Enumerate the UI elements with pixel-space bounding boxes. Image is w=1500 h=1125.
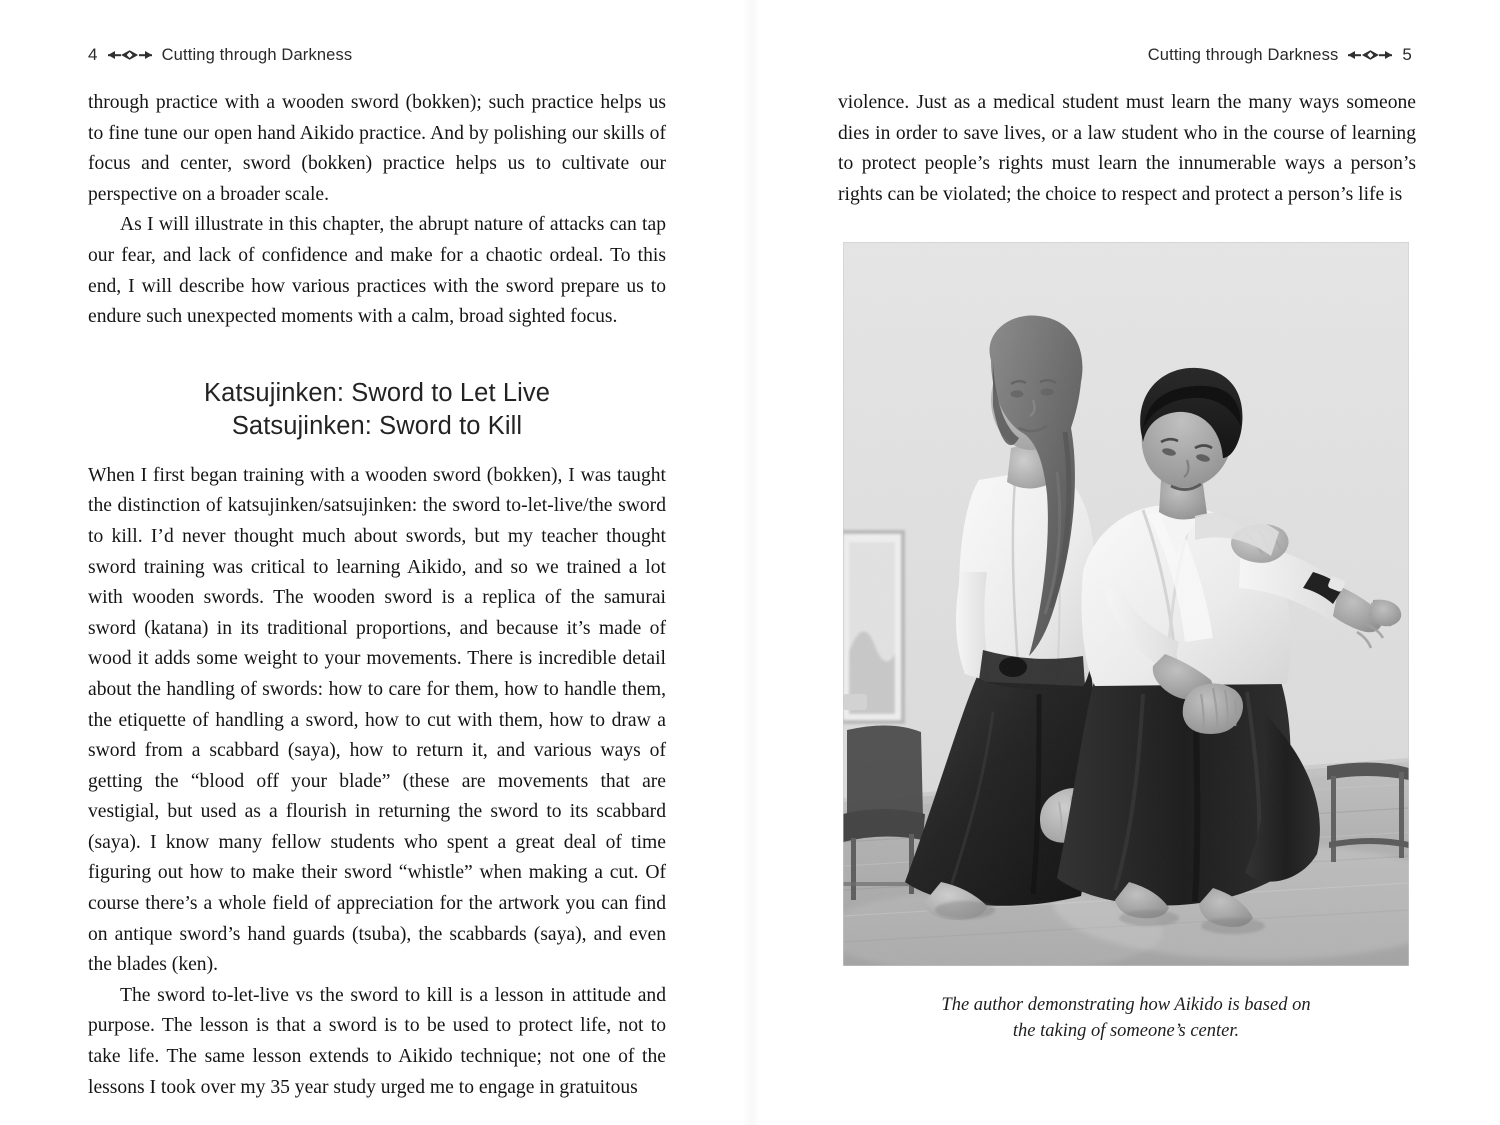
caption-line-2: the taking of someone’s center. xyxy=(1012,1021,1240,1041)
aikido-demonstration-photo xyxy=(843,242,1409,966)
left-running-head-title: Cutting through Darkness xyxy=(161,45,353,64)
paragraph: As I will illustrate in this chapter, the abrupt nature of attacks can tap our fear, and lack of confidence and make for a chaotic ordeal. To this end, I will describe how various practices with the sword prepare us to endure such unexpected moments with a calm, broad sighted focus. xyxy=(88,214,666,328)
right-running-head-title: Cutting through Darkness xyxy=(1147,45,1339,64)
right-text-column xyxy=(838,88,1416,210)
section-heading-line-1: Katsujinken: Sword to Let Live xyxy=(203,378,551,407)
figure xyxy=(843,242,1409,1044)
left-folio-number: 4 xyxy=(88,45,98,64)
paragraph: through practice with a wooden sword (bokken); such practice helps us to fine tune our open hand Aikido practice. And by polishing our skills of focus and center, sword (bokken) practice helps us to cultivate our perspective on a broader scale. xyxy=(88,92,666,205)
fleuron-ornament-icon xyxy=(108,46,152,64)
left-running-head xyxy=(88,42,352,68)
caption-line-1: The author demonstrating how Aikido is based on xyxy=(941,995,1311,1015)
section-heading-line-2: Satsujinken: Sword to Kill xyxy=(231,411,523,440)
paragraph: When I first began training with a wooden sword (bokken), I was taught the distinction of katsujinken/satsujinken: the sword to-let-live/the sword to kill. I’d never thought much about swords, but my teacher thought sword training was critical to learning Aikido, and so we trained a lot with wooden swords. The wooden sword is a replica of the samurai sword (katana) in its traditional proportions, and because it’s made of wood it adds some weight to your movements. There is incredible detail about the handling of swords: how to care for them, how to handle them, the etiquette of handling a sword, how to cut with them, how to draw a sword from a scabbard (saya), how to return it, and various ways of getting the “blood off your blade” (these are movements that are vestigial, but used as a flourish in returning the sword to its scabbard (saya). I know many fellow students who spent a great deal of time figuring out how to make their sword “whistle” when making a cut. Of course there’s a whole field of appreciation for the artwork you can find on antique sword’s hand guards (tsuba), the scabbards (saya), and even the blades (ken). xyxy=(88,464,666,976)
right-page xyxy=(750,0,1500,1125)
left-text-column xyxy=(88,88,666,1103)
fleuron-ornament-icon xyxy=(1348,46,1392,64)
right-folio-number: 5 xyxy=(1402,45,1412,64)
paragraph: The sword to-let-live vs the sword to kill is a lesson in attitude and purpose. The lesson is that a sword is to be used to protect life, not to take life. The same lesson extends to Aikido technique; not one of the lessons I took over my 35 year study urged me to engage in gratuitous xyxy=(88,984,666,1098)
section-heading xyxy=(88,377,666,443)
figure-caption xyxy=(843,992,1409,1044)
right-running-head xyxy=(1148,42,1412,68)
paragraph: violence. Just as a medical student must learn the many ways someone dies in order to save lives, or a law student who in the course of learning to protect people’s rights must learn the innumerable ways a person’s rights can be violated; the choice to respect and protect a person’s life is xyxy=(838,92,1416,205)
